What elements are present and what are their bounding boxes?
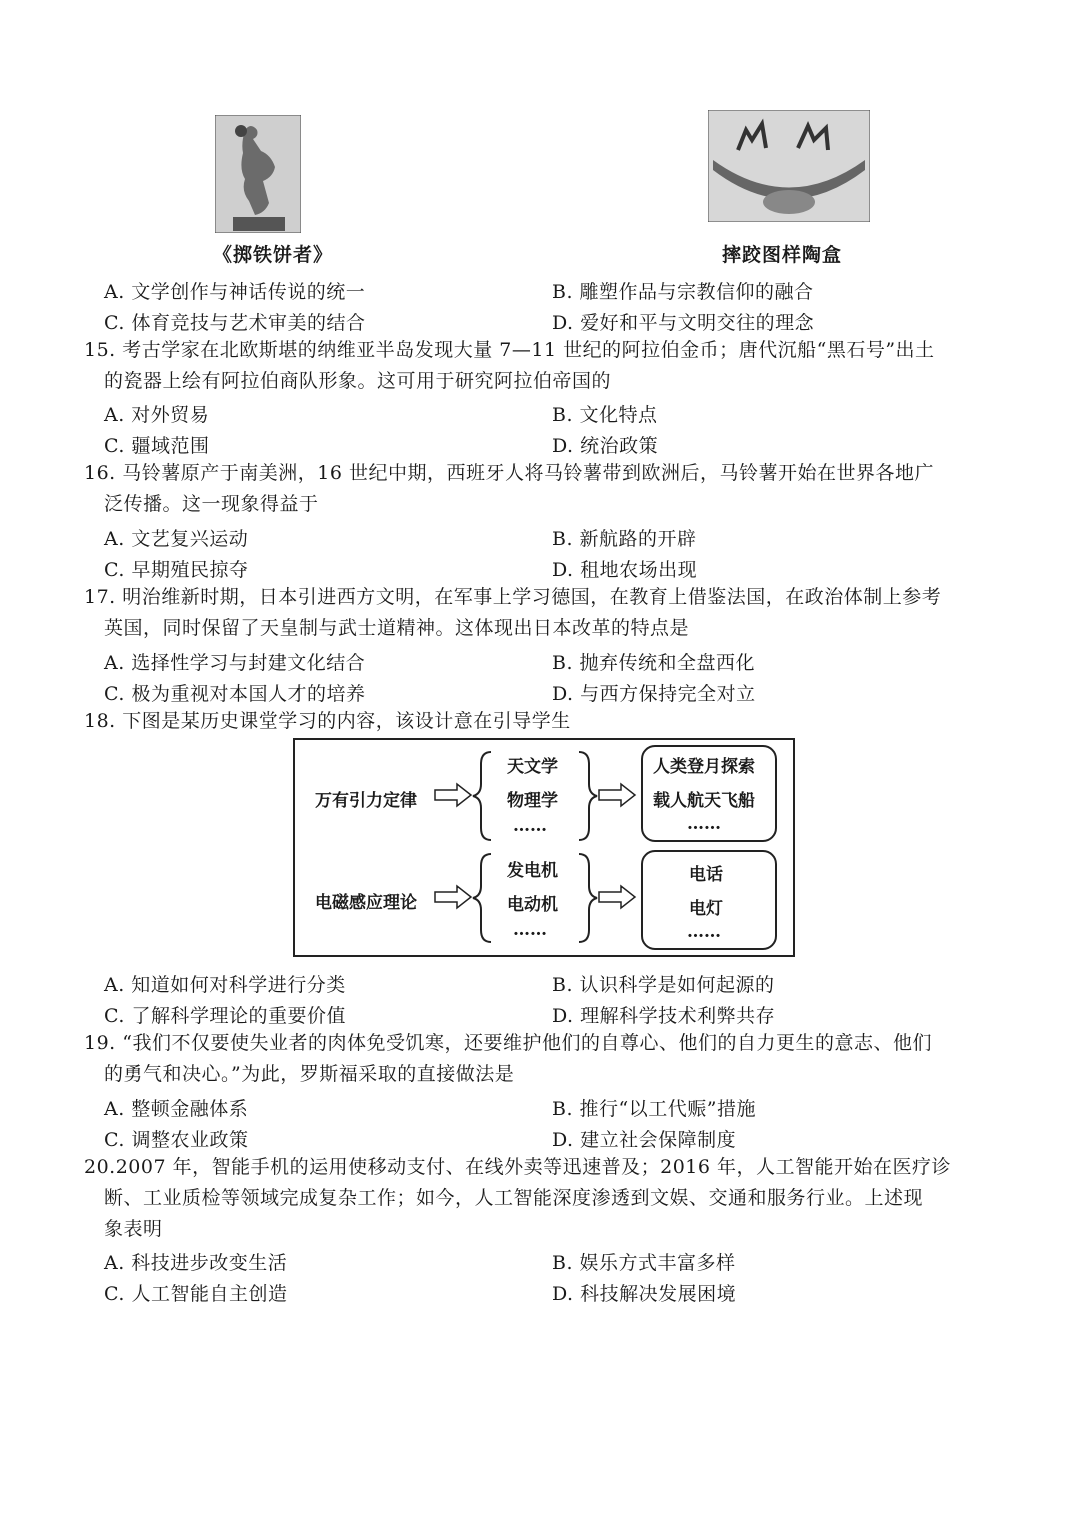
q18-stem-line1: 18. 下图是某历史课堂学习的内容，该设计意在引导学生 <box>84 710 571 732</box>
q20-option-d: D. 科技解决发展困境 <box>552 1283 737 1305</box>
q20-stem-line2: 断、工业质检等领域完成复杂工作；如今，人工智能深度渗透到文娱、交通和服务行业。上述现 <box>104 1187 924 1209</box>
q14-option-d: D. 爱好和平与文明交往的理念 <box>552 312 815 334</box>
science-diagram <box>293 738 795 957</box>
q16-option-d: D. 租地农场出现 <box>552 559 698 581</box>
row2-mid-1: 发电机 <box>507 861 558 881</box>
q14-option-c: C. 体育竞技与艺术审美的结合 <box>104 312 366 334</box>
q19-option-d: D. 建立社会保障制度 <box>552 1129 737 1151</box>
q20-option-a: A. 科技进步改变生活 <box>104 1252 288 1274</box>
row1-mid-3: …… <box>513 816 547 836</box>
q19-option-a: A. 整顿金融体系 <box>104 1098 249 1120</box>
wrestling-pottery-image <box>708 110 870 222</box>
row2-out-3: …… <box>687 922 721 942</box>
q17-option-c: C. 极为重视对本国人才的培养 <box>104 683 366 705</box>
q18-option-a: A. 知道如何对科学进行分类 <box>104 974 346 996</box>
right-figure-caption: 摔跤图样陶盒 <box>722 244 843 266</box>
row1-mid-2: 物理学 <box>507 791 558 811</box>
row1-source: 万有引力定律 <box>315 791 417 811</box>
discobolus-image <box>215 115 301 233</box>
q17-option-d: D. 与西方保持完全对立 <box>552 683 756 705</box>
q15-stem-line2: 的瓷器上绘有阿拉伯商队形象。这可用于研究阿拉伯帝国的 <box>104 370 612 392</box>
q16-stem-line1: 16. 马铃薯原产于南美洲，16 世纪中期，西班牙人将马铃薯带到欧洲后，马铃薯开始在世界各地广 <box>84 462 934 484</box>
q15-stem-line1: 15. 考古学家在北欧斯堪的纳维亚半岛发现大量 7—11 世纪的阿拉伯金币；唐代沉船“黑石号”出土 <box>84 339 935 361</box>
q16-stem-line2: 泛传播。这一现象得益于 <box>104 493 319 515</box>
q19-option-c: C. 调整农业政策 <box>104 1129 249 1151</box>
row2-mid-2: 电动机 <box>507 895 558 915</box>
row2-out-1: 电话 <box>689 865 723 885</box>
q19-option-b: B. 推行“以工代赈”措施 <box>552 1098 756 1120</box>
q18-option-b: B. 认识科学是如何起源的 <box>552 974 775 996</box>
q17-option-b: B. 抛弃传统和全盘西化 <box>552 652 756 674</box>
q19-stem-line1: 19. “我们不仅要使失业者的肉体免受饥寒，还要维护他们的自尊心、他们的自力更生的意志、他们 <box>84 1032 932 1054</box>
q15-option-d: D. 统治政策 <box>552 435 659 457</box>
row2-source: 电磁感应理论 <box>315 893 417 913</box>
q16-option-a: A. 文艺复兴运动 <box>104 528 249 550</box>
row1-out-1: 人类登月探索 <box>653 757 755 777</box>
q16-option-b: B. 新航路的开辟 <box>552 528 697 550</box>
row1-out-2: 载人航天飞船 <box>653 791 755 811</box>
q17-option-a: A. 选择性学习与封建文化结合 <box>104 652 366 674</box>
q20-option-c: C. 人工智能自主创造 <box>104 1283 288 1305</box>
q17-stem-line2: 英国，同时保留了天皇制与武士道精神。这体现出日本改革的特点是 <box>104 617 690 639</box>
q18-option-d: D. 理解科学技术利弊共存 <box>552 1005 776 1027</box>
row2-mid-3: …… <box>513 920 547 940</box>
q14-option-a: A. 文学创作与神话传说的统一 <box>104 281 366 303</box>
q20-stem-line3: 象表明 <box>104 1218 163 1240</box>
q15-option-c: C. 疆域范围 <box>104 435 210 457</box>
q17-stem-line1: 17. 明治维新时期，日本引进西方文明，在军事上学习德国，在教育上借鉴法国，在政治体制上参考 <box>84 586 942 608</box>
row1-mid-1: 天文学 <box>507 757 558 777</box>
row2-out-2: 电灯 <box>689 899 723 919</box>
left-figure-caption: 《掷铁饼者》 <box>213 244 334 266</box>
q20-stem-line1: 20.2007 年，智能手机的运用使移动支付、在线外卖等迅速普及；2016 年，人工智能开始在医疗诊 <box>84 1156 952 1178</box>
q14-option-b: B. 雕塑作品与宗教信仰的融合 <box>552 281 814 303</box>
q19-stem-line2: 的勇气和决心。”为此，罗斯福采取的直接做法是 <box>104 1063 515 1085</box>
row1-out-3: …… <box>687 814 721 834</box>
q16-option-c: C. 早期殖民掠夺 <box>104 559 249 581</box>
q15-option-a: A. 对外贸易 <box>104 404 210 426</box>
q15-option-b: B. 文化特点 <box>552 404 658 426</box>
q18-option-c: C. 了解科学理论的重要价值 <box>104 1005 346 1027</box>
q20-option-b: B. 娱乐方式丰富多样 <box>552 1252 736 1274</box>
